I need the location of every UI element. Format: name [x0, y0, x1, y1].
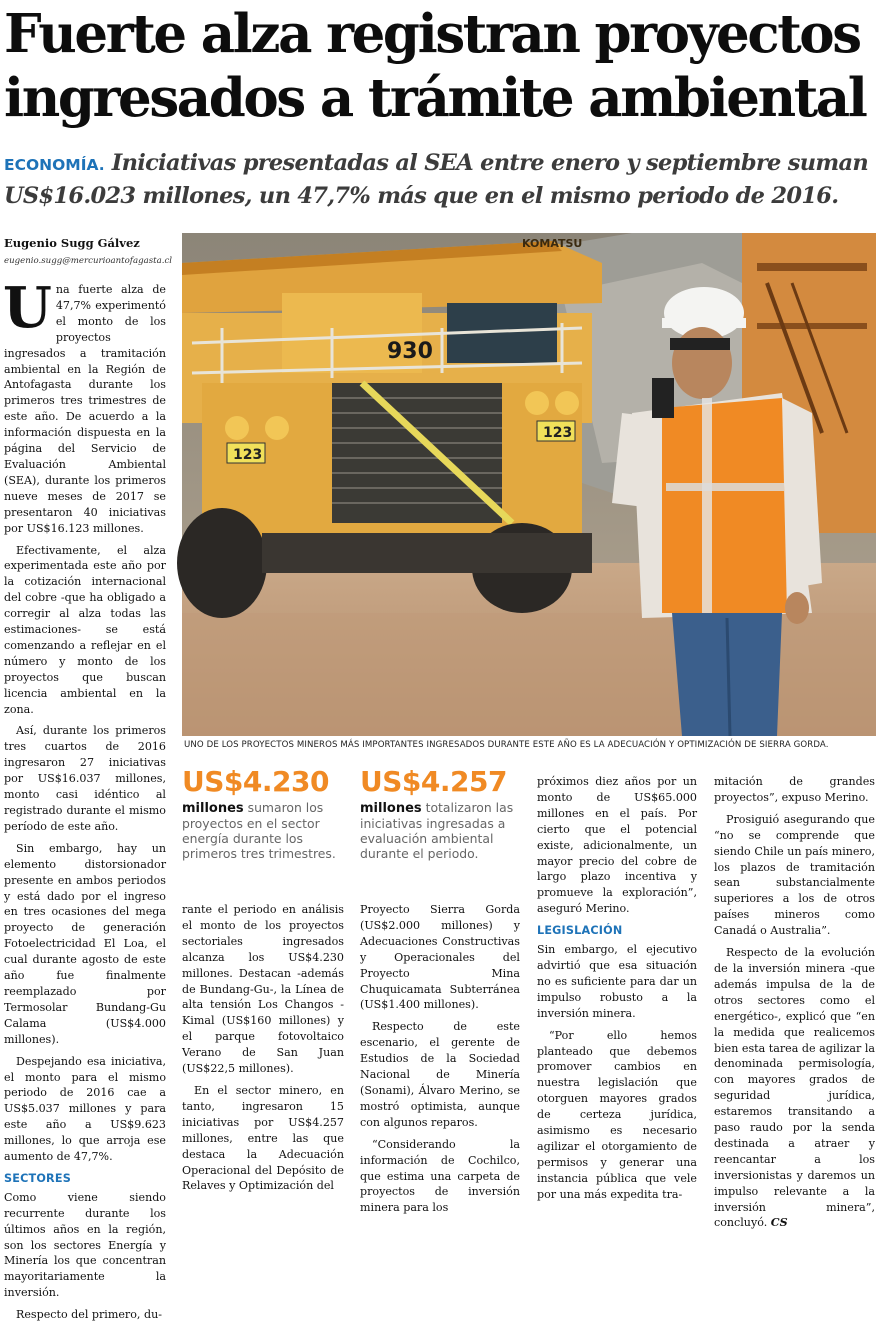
deck-text: Iniciativas presentadas al SEA entre enero y septiembre suman US$16.023 millones, un 47,7% más que en el mismo periodo de 2016. — [4, 150, 869, 209]
paragraph: Prosiguió asegurando que “no se comprende que siendo Chile un país minero, los plazos de tramitación sean substancialmente superiores a los de otros países mineros como Canadá o Australia”. — [714, 812, 875, 938]
stat-number: US$4.257 — [360, 765, 507, 798]
dropcap: U — [3, 275, 52, 341]
paragraph-5: Despejando esa iniciativa, el monto para el mismo periodo de 2016 cae a US$5.037 millones y para este año a US$9.623 millones, lo que arroja ese aumento de 47,7%. — [4, 1054, 166, 1164]
truck-number-right: 123 — [543, 425, 573, 441]
paragraph: Sin embargo, el ejecutivo advirtió que esa situación no es suficiente para dar un impulso robusto a la inversión minera. — [537, 943, 697, 1020]
truck-brand: KOMATSU — [522, 237, 583, 250]
stat-box-1 — [182, 764, 352, 861]
truck-number-left: 123 — [233, 447, 263, 463]
byline-email: eugenio.sugg@mercurioantofagasta.cl — [4, 256, 173, 266]
paragraph: Respecto de la evolución de la inversión minera -que además impulsa de la de otros sectores como el energético-, explicó que “en la medida que realicemos bien esta tarea de agilizar la denominada permisología, con mayores grados de seguridad jurídica, estaremos transitando a paso raudo por la senda destinada a atraer y reencantar a los inversionistas y daremos un impulso relevante a la inversión minera”, concluyó. CS — [714, 946, 875, 1230]
paragraph: próximos diez años por un monto de US$65.000 millones en el país. Por cierto que el potencial existe, adicionalmente, un mayor precio del cobre de largo plazo incentiva y promueve la exploración”, aseguró Merino. — [537, 775, 697, 916]
headline: Fuerte alza registran proyectos ingresados a trámite ambiental — [4, 3, 866, 129]
stat-number: US$4.230 — [182, 765, 329, 798]
paragraph: mitación de grandes proyectos”, expuso Merino. — [714, 775, 875, 804]
stat-text: millones totalizaron las iniciativas ingresadas a evaluación ambiental durante el periodo. — [360, 800, 514, 861]
paragraph-6: Como viene siendo recurrente durante los últimos años en la región, son los sectores Energía y Minería los que concentran mayoritariamente la inversión. — [4, 1190, 166, 1300]
end-mark: CS — [770, 1216, 788, 1230]
paragraph-2: Efectivamente, el alza experimentada este año por la cotización internacional del cobre -que ha obligado a corregir al alza todas las estimaciones- se está comenzando a reflejar en el número y monto de los proyectos que buscan licencia ambiental en la zona. — [4, 543, 166, 716]
main-photo — [182, 233, 876, 736]
paragraph: Respecto de este escenario, el gerente de Estudios de la Sociedad Nacional de Minería (Sonami), Álvaro Merino, se mostró optimista, aunque con algunos reparos. — [360, 1020, 520, 1129]
truck-top-number: 930 — [387, 339, 433, 364]
stat-text: millones sumaron los proyectos en el sector energía durante los primeros tres trimestres. — [182, 800, 336, 861]
subhead-sectores: SECTORES — [4, 1171, 71, 1185]
paragraph-4: Sin embargo, hay un elemento distorsionador presente en ambos periodos y está dado por el ingreso en tres ocasiones del mega proyecto de generación Fotoelectricidad El Loa, el cual durante agosto de este año fue finalmente reemplazado por Termosolar Bundang-Gu Calama (US$4.000 millones). — [4, 841, 166, 1046]
byline-author: Eugenio Sugg Gálvez — [4, 236, 140, 250]
column-1 — [3, 275, 166, 1329]
paragraph-3: Así, durante los primeros tres cuartos de 2016 ingresaron 27 iniciativas por US$16.037 millones, monto casi idéntico al registrado durante el mismo período de este año. — [4, 724, 166, 833]
paragraph: rante el periodo en análisis el monto de los proyectos sectoriales ingresados alcanza los US$4.230 millones. Destacan -además de Bundang-Gu-, la Línea de alta tensión Los Changos - Kimal (US$160 millones) y el parque fotovoltaico Verano de San Juan (US$22,5 millones). — [182, 903, 344, 1076]
column-3 — [360, 902, 520, 1222]
subhead-legislacion: LEGISLACIÓN — [537, 924, 623, 938]
deck-section-label: ECONOMÍA. — [4, 156, 105, 174]
paragraph: “Por ello hemos planteado que debemos promover cambios en nuestra legislación que otorguen mayores grados de certeza jurídica, asimismo es necesario agilizar el otorgamiento de permisos y generar una instancia pública que vele por una más expedita tra- — [537, 1028, 697, 1201]
column-2 — [182, 902, 344, 1200]
paragraph: “Considerando la información de Cochilco, que estima una carpeta de proyectos de inversión minera para los — [360, 1137, 520, 1215]
paragraph: En el sector minero, en tanto, ingresaron 15 iniciativas por US$4.257 millones, entre las que destaca la Adecuación Operacional del Depósito de Relaves y Optimización del — [182, 1083, 344, 1193]
column-5 — [714, 774, 875, 1237]
paragraph-7: Respecto del primero, du- — [16, 1308, 162, 1322]
column-4 — [537, 774, 697, 1209]
deck — [4, 148, 876, 212]
photo-caption: UNO DE LOS PROYECTOS MINEROS MÁS IMPORTANTES INGRESADOS DURANTE ESTE AÑO ES LA ADECUACIÓN Y OPTIMIZACIÓN DE SIERRA GORDA. — [184, 740, 829, 750]
paragraph-1: Una fuerte alza de 47,7% experimentó el monto de los proyectos ingresados a tramitación ambiental en la Región de Antofagasta durante los primeros tres trimestres de este año. De acuerdo a la información dispuesta en la página del Servicio de Evaluación Ambiental (SEA), durante los primeros nueve meses de 2017 se presentaron 40 iniciativas por US$16.123 millones. — [3, 275, 166, 535]
paragraph: Proyecto Sierra Gorda (US$2.000 millones) y Adecuaciones Constructivas y Operacionales del Proyecto Mina Chuquicamata Subterránea (US$1.400 millones). — [360, 903, 520, 1012]
stat-box-2 — [360, 764, 530, 861]
